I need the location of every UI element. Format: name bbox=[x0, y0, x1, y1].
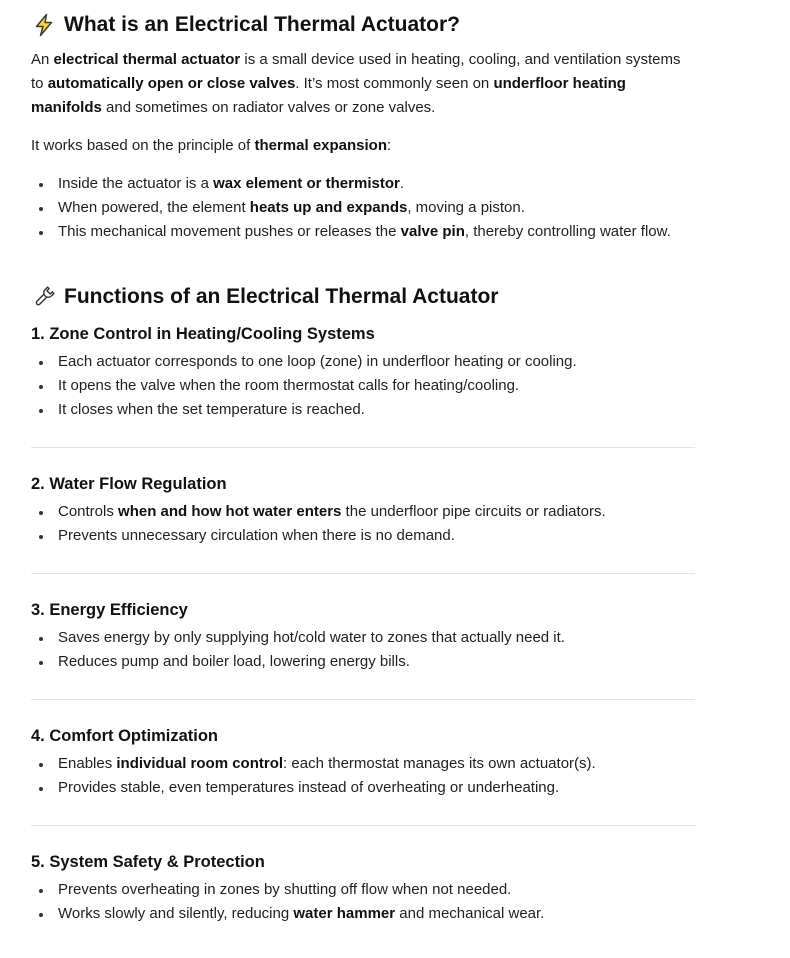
subsection-bullet-list bbox=[31, 752, 695, 800]
text-run: An bbox=[31, 51, 54, 68]
section-divider bbox=[31, 825, 695, 826]
bullet-item bbox=[31, 776, 695, 800]
bullet-item bbox=[31, 500, 695, 524]
text-run: and mechanical wear. bbox=[395, 905, 545, 922]
text-run: . It’s most commonly seen on bbox=[295, 75, 494, 92]
subsection-bullet-list bbox=[31, 878, 695, 926]
lightning-bolt-icon bbox=[31, 12, 57, 38]
bullet-item bbox=[31, 350, 695, 374]
bold-text: wax element or thermistor bbox=[213, 175, 400, 192]
text-run: Each actuator corresponds to one loop (zone) in underfloor heating or cooling. bbox=[58, 353, 577, 370]
section-title-functions bbox=[31, 281, 695, 313]
document-content bbox=[31, 0, 695, 926]
subsection-bullet-list bbox=[31, 350, 695, 422]
text-run: Saves energy by only supplying hot/cold water to zones that actually need it. bbox=[58, 629, 565, 646]
text-run: Controls bbox=[58, 503, 119, 520]
section-title-what-is bbox=[31, 9, 695, 41]
bullet-item bbox=[31, 196, 695, 220]
text-run: is a small device used in heating, cooling, and ventilation systems to bbox=[31, 51, 681, 92]
text-run: Enables bbox=[58, 755, 117, 772]
bold-text: electrical thermal actuator bbox=[53, 51, 241, 68]
subsection-heading: 1. Zone Control in Heating/Cooling Systems bbox=[31, 325, 375, 343]
intro-paragraph bbox=[31, 48, 695, 120]
section-divider bbox=[31, 573, 695, 574]
subsection-heading: 5. System Safety & Protection bbox=[31, 853, 265, 871]
principle-bullet-list bbox=[31, 172, 695, 244]
bold-text: automatically open or close valves bbox=[47, 75, 296, 92]
bold-text: thermal expansion bbox=[254, 137, 388, 154]
bullet-item bbox=[31, 752, 695, 776]
bullet-item bbox=[31, 398, 695, 422]
bold-text: heats up and expands bbox=[249, 199, 408, 216]
wrench-icon bbox=[31, 284, 57, 310]
bullet-item bbox=[31, 220, 695, 244]
text-run: Reduces pump and boiler load, lowering energy bills. bbox=[58, 653, 410, 670]
function-subsections bbox=[31, 322, 695, 926]
subsection-heading: 2. Water Flow Regulation bbox=[31, 475, 227, 493]
bullet-item bbox=[31, 650, 695, 674]
section-divider bbox=[31, 447, 695, 448]
section-title-text: What is an Electrical Thermal Actuator? bbox=[64, 13, 460, 36]
text-run: Prevents unnecessary circulation when there is no demand. bbox=[58, 527, 455, 544]
text-run: the underfloor pipe circuits or radiators. bbox=[341, 503, 606, 520]
bold-text: when and how hot water enters bbox=[118, 503, 342, 520]
text-run: When powered, the element bbox=[58, 199, 250, 216]
bullet-item bbox=[31, 902, 695, 926]
text-run: Provides stable, even temperatures instead of overheating or underheating. bbox=[58, 779, 560, 796]
text-run: It works based on the principle of bbox=[31, 137, 255, 154]
bold-text: water hammer bbox=[293, 905, 396, 922]
principle-paragraph bbox=[31, 134, 695, 158]
text-run: : each thermostat manages its own actuator(s). bbox=[283, 755, 596, 772]
bullet-item bbox=[31, 172, 695, 196]
bullet-item bbox=[31, 626, 695, 650]
text-run: : bbox=[387, 137, 392, 154]
bullet-item bbox=[31, 878, 695, 902]
bold-text: individual room control bbox=[116, 755, 284, 772]
text-run: This mechanical movement pushes or releases the bbox=[58, 223, 401, 240]
subsection-heading: 4. Comfort Optimization bbox=[31, 727, 218, 745]
text-run: , thereby controlling water flow. bbox=[464, 223, 671, 240]
subsection-heading: 3. Energy Efficiency bbox=[31, 601, 188, 619]
bold-text: valve pin bbox=[400, 223, 465, 240]
subsection-bullet-list bbox=[31, 500, 695, 548]
bullet-item bbox=[31, 524, 695, 548]
text-run: Inside the actuator is a bbox=[58, 175, 214, 192]
bold-text: underfloor heating manifolds bbox=[31, 75, 626, 116]
subsection-bullet-list bbox=[31, 626, 695, 674]
section-divider bbox=[31, 699, 695, 700]
bullet-item bbox=[31, 374, 695, 398]
text-run: It opens the valve when the room thermostat calls for heating/cooling. bbox=[58, 377, 520, 394]
text-run: , moving a piston. bbox=[407, 199, 525, 216]
text-run: . bbox=[399, 175, 404, 192]
text-run: Prevents overheating in zones by shutting off flow when not needed. bbox=[58, 881, 512, 898]
text-run: It closes when the set temperature is reached. bbox=[58, 401, 365, 418]
text-run: Works slowly and silently, reducing bbox=[58, 905, 294, 922]
section-title-text: Functions of an Electrical Thermal Actuator bbox=[64, 285, 499, 308]
text-run: and sometimes on radiator valves or zone valves. bbox=[101, 99, 436, 116]
